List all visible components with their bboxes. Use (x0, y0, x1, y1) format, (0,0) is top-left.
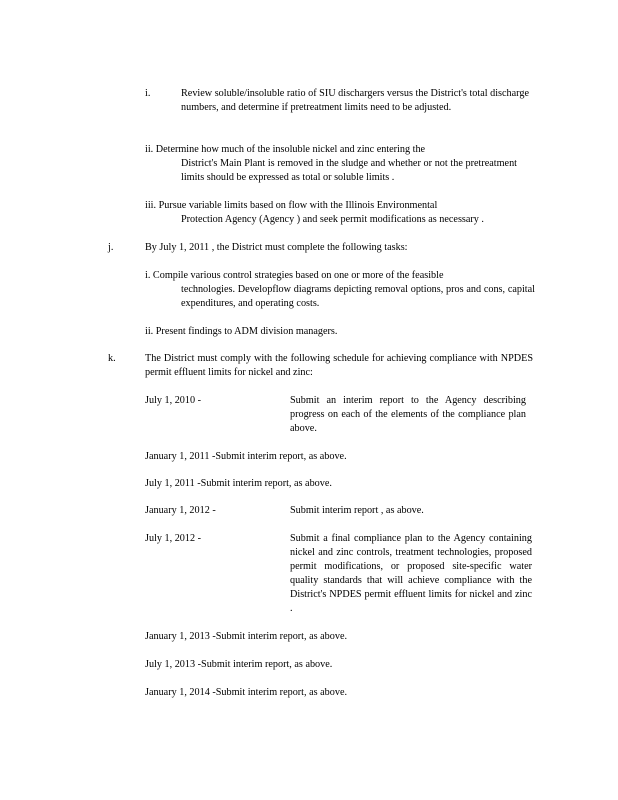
schedule-desc: Submit an interim report to the Agency describing progress on each of the elements of the compliance plan above. (290, 395, 526, 434)
section-k-marker: k. (108, 353, 116, 364)
item-ii-text: District's Main Plant is removed in the sludge and whether or not the pretreatment limits should be expressed as total or soluble limits . (181, 158, 517, 183)
schedule-line: July 1, 2011 -Submit interim report, as above. (145, 478, 332, 489)
section-j-heading: By July 1, 2011 , the District must complete the following tasks: (145, 242, 408, 253)
schedule-date: January 1, 2012 - (145, 505, 216, 516)
schedule-date: July 1, 2012 - (145, 533, 202, 544)
section-j-sub-i-text: technologies. Developflow diagrams depicting removal options, pros and cons, capital expenditures, and operating costs. (181, 284, 535, 309)
section-j-sub-i-line1: i. Compile various control strategies based on one or more of the feasible (145, 270, 444, 281)
item-i-marker: i. (145, 88, 151, 99)
item-i-text: Review soluble/insoluble ratio of SIU dischargers versus the District's total discharge numbers, and determine if pretreatment limits need to be adjusted. (181, 88, 529, 113)
schedule-line: January 1, 2011 -Submit interim report, as above. (145, 451, 347, 462)
schedule-line: January 1, 2014 -Submit interim report, as above. (145, 687, 348, 698)
schedule-desc: Submit interim report , as above. (290, 505, 424, 516)
schedule-date: July 1, 2010 - (145, 395, 202, 406)
schedule-line: January 1, 2013 -Submit interim report, as above. (145, 631, 348, 642)
item-iii-text: Protection Agency (Agency ) and seek permit modifications as necessary . (181, 214, 484, 225)
item-ii-line1: ii. Determine how much of the insoluble nickel and zinc entering the (145, 144, 426, 155)
section-j-marker: j. (108, 242, 114, 253)
section-j-sub-ii: ii. Present findings to ADM division managers. (145, 326, 338, 337)
item-iii-line1: iii. Pursue variable limits based on flow with the Illinois Environmental (145, 200, 438, 211)
section-k-text: The District must comply with the following schedule for achieving compliance with NPDES permit effluent limits for nickel and zinc: (145, 353, 533, 378)
schedule-desc: Submit a final compliance plan to the Agency containing nickel and zinc controls, treatment technologies, proposed permit modifications, or proposed site-specific water quality standards that will achieve compliance with the District's NPDES permit effluent limits for nickel and zinc . (290, 533, 532, 614)
schedule-line: July 1, 2013 -Submit interim report, as above. (145, 659, 333, 670)
